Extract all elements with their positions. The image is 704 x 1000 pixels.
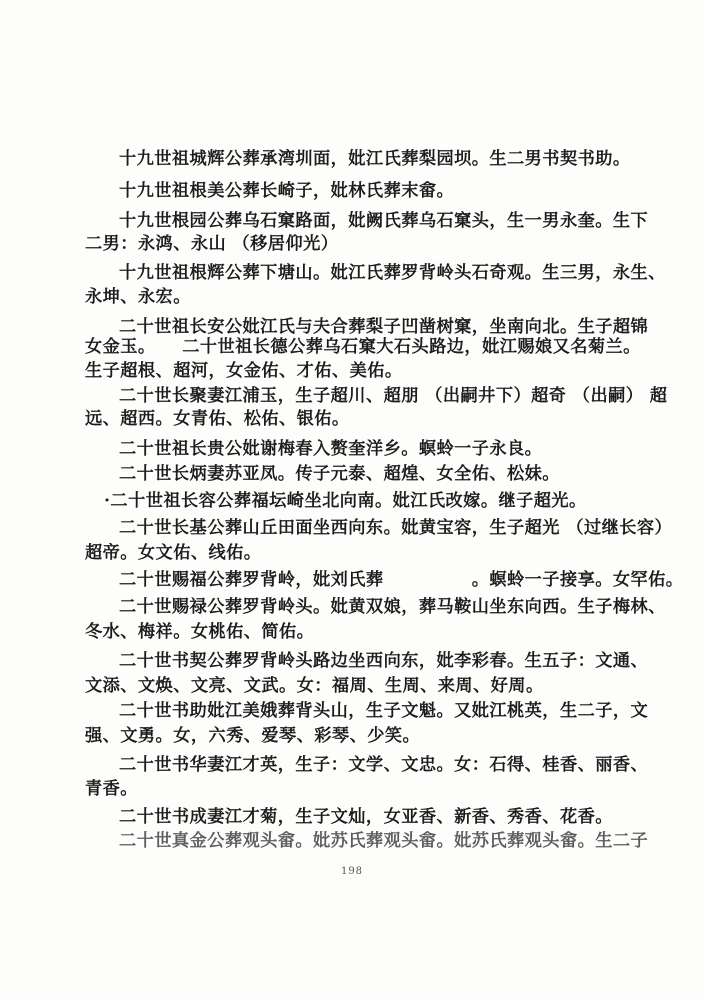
text-line-12: 二十世祖长贵公妣谢梅春入赘奎洋乡。螟蛉一子永良。 bbox=[119, 439, 543, 459]
text-line-1: 十九世祖城辉公葬承湾圳面，妣江氏葬梨园坝。生二男书契书助。 bbox=[119, 149, 631, 169]
text-line-20: 二十世书契公葬罗背岭头路边坐西向东，妣李彩春。生五子：文通、 bbox=[119, 651, 649, 671]
text-line-2: 十九世祖根美公葬长崎子，妣林氏葬末畲。 bbox=[119, 181, 455, 201]
text-line-15: 二十世长基公葬山丘田面坐西向东。妣黄宝容，生子超光 （过继长容） bbox=[119, 518, 673, 538]
text-line-3: 十九世根园公葬乌石窠路面，妣阙氏葬乌石窠头，生一男永奎。生下 bbox=[119, 211, 649, 231]
text-line-19: 冬水、梅祥。女桃佑、简佑。 bbox=[85, 622, 315, 642]
text-line-7: 二十世祖长安公妣江氏与夫合葬梨子凹凿树窠，坐南向北。生子超锦 bbox=[119, 317, 649, 337]
text-line-22: 二十世书助妣江美娥葬背头山，生子文魁。又妣江桃英，生二子，文 bbox=[119, 701, 649, 721]
text-line-25: 青香。 bbox=[85, 779, 138, 799]
page-number: 198 bbox=[340, 866, 364, 877]
text-line-27: 二十世真金公葬观头畲。妣苏氏葬观头畲。妣苏氏葬观头畲。生二子 bbox=[119, 831, 649, 851]
text-line-8: 女金玉。 二十世祖长德公葬乌石窠大石头路边，妣江赐娘又名菊兰。 bbox=[85, 337, 641, 357]
text-line-24: 二十世书华妻江才英，生子：文学、文忠。女：石得、桂香、丽香、 bbox=[119, 755, 649, 775]
text-line-6: 永坤、永宏。 bbox=[85, 287, 191, 307]
text-line-9: 生子超根、超河，女金佑、才佑、美佑。 bbox=[85, 361, 403, 381]
text-line-4: 二男：永鸿、永山 （移居仰光） bbox=[85, 234, 339, 254]
text-line-5: 十九世祖根辉公葬下塘山。妣江氏葬罗背岭头石奇观。生三男，永生、 bbox=[119, 263, 666, 283]
text-line-10: 二十世长聚妻江浦玉，生子超川、超朋 （出嗣井下）超奇 （出嗣） 超 bbox=[119, 386, 668, 406]
text-line-11: 远、超西。女青佑、松佑、银佑。 bbox=[85, 409, 350, 429]
text-line-18: 二十世赐禄公葬罗背岭头。妣黄双娘，葬马鞍山坐东向西。生子梅林、 bbox=[119, 597, 666, 617]
text-line-13: 二十世长炳妻苏亚凤。传子元泰、超煌、女全佑、松妹。 bbox=[119, 464, 560, 484]
text-line-26: 二十世书成妻江才菊，生子文灿，女亚香、新香、秀香、花香。 bbox=[119, 807, 613, 827]
text-line-17: 二十世赐福公葬罗背岭，妣刘氏葬 。螟蛉一子接享。女罕佑。 bbox=[119, 570, 684, 590]
text-line-23: 强、文勇。女，六秀、爱琴、彩琴、少笑。 bbox=[85, 726, 421, 746]
text-line-14: ·二十世祖长容公葬福坛崎坐北向南。妣江氏改嫁。继子超光。 bbox=[104, 491, 587, 511]
text-line-16: 超帝。女文佑、线佑。 bbox=[85, 543, 262, 563]
text-line-21: 文添、文焕、文亮、文武。女：福周、生周、来周、好周。 bbox=[85, 676, 544, 696]
